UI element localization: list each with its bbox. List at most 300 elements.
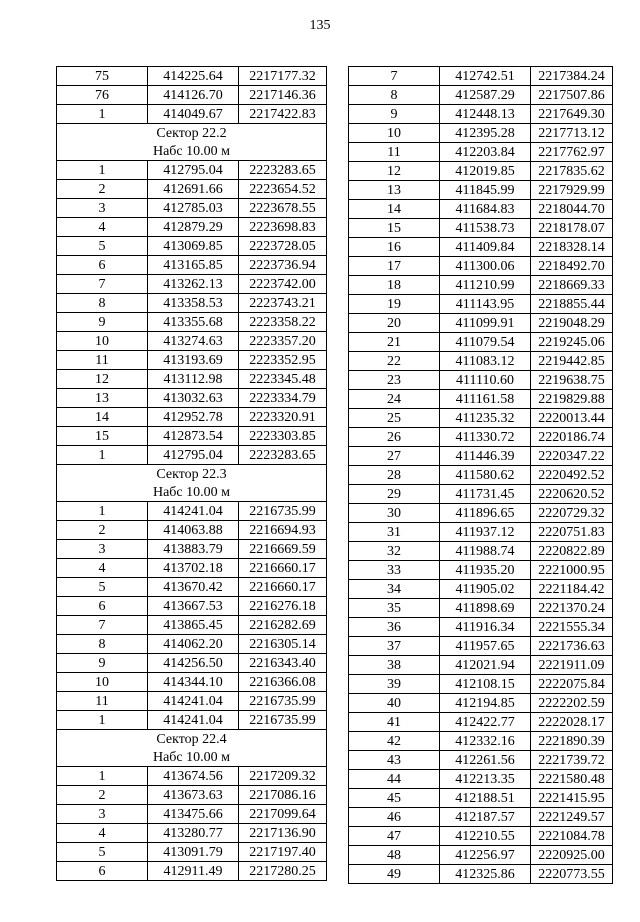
- y-coordinate-cell: 2223357.20: [239, 332, 327, 351]
- y-coordinate-cell: 2220492.52: [531, 466, 613, 485]
- sector-title: Сектор 22.4: [57, 730, 327, 749]
- x-coordinate-cell: 412873.54: [148, 427, 239, 446]
- table-row: [57, 843, 327, 862]
- y-coordinate-cell: 2223698.83: [239, 218, 327, 237]
- y-coordinate-cell: 2223283.65: [239, 161, 327, 180]
- y-coordinate-cell: 2216694.93: [239, 521, 327, 540]
- y-coordinate-cell: 2216735.99: [239, 711, 327, 730]
- table-row: [57, 275, 327, 294]
- table-row: [349, 675, 613, 694]
- x-coordinate-cell: 412188.51: [440, 789, 531, 808]
- x-coordinate-cell: 411079.54: [440, 333, 531, 352]
- x-coordinate-cell: 412742.51: [440, 67, 531, 86]
- point-number-cell: 11: [57, 692, 148, 711]
- y-coordinate-cell: 2221911.09: [531, 656, 613, 675]
- x-coordinate-cell: 411235.32: [440, 409, 531, 428]
- table-row: [57, 824, 327, 843]
- x-coordinate-cell: 414241.04: [148, 692, 239, 711]
- point-number-cell: 75: [57, 67, 148, 86]
- table-row: [57, 616, 327, 635]
- x-coordinate-cell: 411684.83: [440, 200, 531, 219]
- y-coordinate-cell: 2223320.91: [239, 408, 327, 427]
- x-coordinate-cell: 414126.70: [148, 86, 239, 105]
- table-row: [57, 502, 327, 521]
- table-row: [349, 238, 613, 257]
- y-coordinate-cell: 2217086.16: [239, 786, 327, 805]
- x-coordinate-cell: 411210.99: [440, 276, 531, 295]
- table-row: [57, 597, 327, 616]
- table-row: [57, 370, 327, 389]
- y-coordinate-cell: 2223742.00: [239, 275, 327, 294]
- point-number-cell: 35: [349, 599, 440, 618]
- table-row: [57, 332, 327, 351]
- y-coordinate-cell: 2218669.33: [531, 276, 613, 295]
- sector-height: Набс 10.00 м: [57, 142, 327, 161]
- y-coordinate-cell: 2223743.21: [239, 294, 327, 313]
- x-coordinate-cell: 413280.77: [148, 824, 239, 843]
- table-row: [349, 713, 613, 732]
- point-number-cell: 1: [57, 711, 148, 730]
- point-number-cell: 4: [57, 824, 148, 843]
- table-row: [349, 105, 613, 124]
- table-row: [349, 200, 613, 219]
- table-row: [57, 786, 327, 805]
- x-coordinate-cell: 411988.74: [440, 542, 531, 561]
- point-number-cell: 12: [57, 370, 148, 389]
- y-coordinate-cell: 2223728.05: [239, 237, 327, 256]
- y-coordinate-cell: 2218178.07: [531, 219, 613, 238]
- point-number-cell: 76: [57, 86, 148, 105]
- x-coordinate-cell: 411409.84: [440, 238, 531, 257]
- point-number-cell: 39: [349, 675, 440, 694]
- point-number-cell: 22: [349, 352, 440, 371]
- x-coordinate-cell: 412187.57: [440, 808, 531, 827]
- point-number-cell: 7: [57, 616, 148, 635]
- point-number-cell: 27: [349, 447, 440, 466]
- point-number-cell: 25: [349, 409, 440, 428]
- point-number-cell: 13: [349, 181, 440, 200]
- x-coordinate-cell: 412691.66: [148, 180, 239, 199]
- x-coordinate-cell: 414062.20: [148, 635, 239, 654]
- table-row: [349, 447, 613, 466]
- point-number-cell: 1: [57, 502, 148, 521]
- point-number-cell: 42: [349, 732, 440, 751]
- y-coordinate-cell: 2219829.88: [531, 390, 613, 409]
- x-coordinate-cell: 412256.97: [440, 846, 531, 865]
- table-row: [57, 559, 327, 578]
- table-row: [57, 446, 327, 465]
- point-number-cell: 19: [349, 295, 440, 314]
- x-coordinate-cell: 411538.73: [440, 219, 531, 238]
- point-number-cell: 1: [57, 105, 148, 124]
- table-row: [349, 143, 613, 162]
- x-coordinate-cell: 412587.29: [440, 86, 531, 105]
- point-number-cell: 30: [349, 504, 440, 523]
- x-coordinate-cell: 413673.63: [148, 786, 239, 805]
- table-row: [349, 371, 613, 390]
- point-number-cell: 7: [57, 275, 148, 294]
- table-row: [57, 408, 327, 427]
- x-coordinate-cell: 412210.55: [440, 827, 531, 846]
- y-coordinate-cell: 2217762.97: [531, 143, 613, 162]
- x-coordinate-cell: 413069.85: [148, 237, 239, 256]
- point-number-cell: 49: [349, 865, 440, 884]
- point-number-cell: 36: [349, 618, 440, 637]
- x-coordinate-cell: 413358.53: [148, 294, 239, 313]
- y-coordinate-cell: 2221249.57: [531, 808, 613, 827]
- table-row: [349, 770, 613, 789]
- y-coordinate-cell: 2220620.52: [531, 485, 613, 504]
- y-coordinate-cell: 2216366.08: [239, 673, 327, 692]
- page-number: 135: [309, 18, 331, 33]
- point-number-cell: 38: [349, 656, 440, 675]
- x-coordinate-cell: 413475.66: [148, 805, 239, 824]
- y-coordinate-cell: 2217507.86: [531, 86, 613, 105]
- y-coordinate-cell: 2219048.29: [531, 314, 613, 333]
- x-coordinate-cell: 411898.69: [440, 599, 531, 618]
- y-coordinate-cell: 2217177.32: [239, 67, 327, 86]
- y-coordinate-cell: 2220347.22: [531, 447, 613, 466]
- table-row: [349, 219, 613, 238]
- x-coordinate-cell: 412448.13: [440, 105, 531, 124]
- point-number-cell: 16: [349, 238, 440, 257]
- point-number-cell: 9: [349, 105, 440, 124]
- sector-header-row: [57, 748, 327, 767]
- point-number-cell: 33: [349, 561, 440, 580]
- y-coordinate-cell: 2220822.89: [531, 542, 613, 561]
- table-row: [57, 862, 327, 881]
- table-row: [349, 295, 613, 314]
- point-number-cell: 15: [349, 219, 440, 238]
- point-number-cell: 12: [349, 162, 440, 181]
- x-coordinate-cell: 412213.35: [440, 770, 531, 789]
- table-row: [349, 333, 613, 352]
- table-row: [349, 694, 613, 713]
- table-row: [57, 805, 327, 824]
- x-coordinate-cell: 413112.98: [148, 370, 239, 389]
- x-coordinate-cell: 411446.39: [440, 447, 531, 466]
- point-number-cell: 14: [349, 200, 440, 219]
- y-coordinate-cell: 2220773.55: [531, 865, 613, 884]
- table-row: [57, 105, 327, 124]
- x-coordinate-cell: 411935.20: [440, 561, 531, 580]
- point-number-cell: 2: [57, 786, 148, 805]
- table-row: [349, 865, 613, 884]
- table-row: [349, 846, 613, 865]
- table-row: [57, 351, 327, 370]
- table-row: [57, 218, 327, 237]
- table-row: [349, 751, 613, 770]
- x-coordinate-cell: 412879.29: [148, 218, 239, 237]
- sector-title: Сектор 22.2: [57, 124, 327, 143]
- point-number-cell: 45: [349, 789, 440, 808]
- x-coordinate-cell: 412911.49: [148, 862, 239, 881]
- y-coordinate-cell: 2218044.70: [531, 200, 613, 219]
- x-coordinate-cell: 413670.42: [148, 578, 239, 597]
- x-coordinate-cell: 413193.69: [148, 351, 239, 370]
- x-coordinate-cell: 413274.63: [148, 332, 239, 351]
- table-row: [57, 237, 327, 256]
- y-coordinate-cell: 2216669.59: [239, 540, 327, 559]
- table-row: [349, 523, 613, 542]
- table-row: [57, 256, 327, 275]
- y-coordinate-cell: 2220013.44: [531, 409, 613, 428]
- point-number-cell: 29: [349, 485, 440, 504]
- y-coordinate-cell: 2217929.99: [531, 181, 613, 200]
- table-row: [349, 276, 613, 295]
- y-coordinate-cell: 2222202.59: [531, 694, 613, 713]
- x-coordinate-cell: 413165.85: [148, 256, 239, 275]
- point-number-cell: 10: [57, 673, 148, 692]
- y-coordinate-cell: 2220186.74: [531, 428, 613, 447]
- y-coordinate-cell: 2216660.17: [239, 578, 327, 597]
- x-coordinate-cell: 412795.04: [148, 161, 239, 180]
- table-row: [57, 711, 327, 730]
- y-coordinate-cell: 2219442.85: [531, 352, 613, 371]
- table-row: [349, 352, 613, 371]
- sector-header-row: [57, 730, 327, 749]
- x-coordinate-cell: 413032.63: [148, 389, 239, 408]
- point-number-cell: 2: [57, 521, 148, 540]
- point-number-cell: 6: [57, 862, 148, 881]
- x-coordinate-cell: 413667.53: [148, 597, 239, 616]
- table-row: [349, 580, 613, 599]
- table-row: [349, 732, 613, 751]
- table-row: [57, 180, 327, 199]
- x-coordinate-cell: 413883.79: [148, 540, 239, 559]
- point-number-cell: 18: [349, 276, 440, 295]
- point-number-cell: 24: [349, 390, 440, 409]
- y-coordinate-cell: 2216735.99: [239, 692, 327, 711]
- x-coordinate-cell: 412108.15: [440, 675, 531, 694]
- table-row: [349, 390, 613, 409]
- table-row: [57, 199, 327, 218]
- point-number-cell: 17: [349, 257, 440, 276]
- point-number-cell: 9: [57, 313, 148, 332]
- x-coordinate-cell: 413865.45: [148, 616, 239, 635]
- table-row: [349, 789, 613, 808]
- point-number-cell: 5: [57, 237, 148, 256]
- table-row: [349, 257, 613, 276]
- point-number-cell: 4: [57, 559, 148, 578]
- point-number-cell: 43: [349, 751, 440, 770]
- x-coordinate-cell: 411896.65: [440, 504, 531, 523]
- y-coordinate-cell: 2221000.95: [531, 561, 613, 580]
- point-number-cell: 6: [57, 256, 148, 275]
- sector-header-row: [57, 483, 327, 502]
- x-coordinate-cell: 414241.04: [148, 502, 239, 521]
- right-coordinates-table: [348, 66, 613, 884]
- table-row: [57, 540, 327, 559]
- point-number-cell: 3: [57, 540, 148, 559]
- y-coordinate-cell: 2221580.48: [531, 770, 613, 789]
- point-number-cell: 32: [349, 542, 440, 561]
- table-row: [349, 485, 613, 504]
- sector-height: Набс 10.00 м: [57, 483, 327, 502]
- x-coordinate-cell: 411083.12: [440, 352, 531, 371]
- table-row: [57, 578, 327, 597]
- table-row: [349, 504, 613, 523]
- x-coordinate-cell: 411905.02: [440, 580, 531, 599]
- table-row: [349, 637, 613, 656]
- y-coordinate-cell: 2216735.99: [239, 502, 327, 521]
- y-coordinate-cell: 2216305.14: [239, 635, 327, 654]
- table-row: [57, 86, 327, 105]
- x-coordinate-cell: 411580.62: [440, 466, 531, 485]
- x-coordinate-cell: 411845.99: [440, 181, 531, 200]
- y-coordinate-cell: 2222075.84: [531, 675, 613, 694]
- point-number-cell: 47: [349, 827, 440, 846]
- right-table-body: [349, 67, 613, 884]
- y-coordinate-cell: 2223736.94: [239, 256, 327, 275]
- table-row: [349, 86, 613, 105]
- y-coordinate-cell: 2219245.06: [531, 333, 613, 352]
- table-row: [57, 673, 327, 692]
- table-row: [349, 599, 613, 618]
- point-number-cell: 10: [57, 332, 148, 351]
- x-coordinate-cell: 411110.60: [440, 371, 531, 390]
- point-number-cell: 1: [57, 446, 148, 465]
- table-row: [349, 409, 613, 428]
- x-coordinate-cell: 411957.65: [440, 637, 531, 656]
- point-number-cell: 11: [57, 351, 148, 370]
- y-coordinate-cell: 2223345.48: [239, 370, 327, 389]
- x-coordinate-cell: 413355.68: [148, 313, 239, 332]
- y-coordinate-cell: 2217422.83: [239, 105, 327, 124]
- x-coordinate-cell: 412261.56: [440, 751, 531, 770]
- y-coordinate-cell: 2217835.62: [531, 162, 613, 181]
- y-coordinate-cell: 2223283.65: [239, 446, 327, 465]
- y-coordinate-cell: 2218328.14: [531, 238, 613, 257]
- point-number-cell: 1: [57, 767, 148, 786]
- point-number-cell: 7: [349, 67, 440, 86]
- table-row: [349, 656, 613, 675]
- y-coordinate-cell: 2223334.79: [239, 389, 327, 408]
- x-coordinate-cell: 412422.77: [440, 713, 531, 732]
- y-coordinate-cell: 2223303.85: [239, 427, 327, 446]
- point-number-cell: 48: [349, 846, 440, 865]
- table-row: [57, 692, 327, 711]
- point-number-cell: 41: [349, 713, 440, 732]
- x-coordinate-cell: 414049.67: [148, 105, 239, 124]
- point-number-cell: 20: [349, 314, 440, 333]
- point-number-cell: 37: [349, 637, 440, 656]
- y-coordinate-cell: 2221184.42: [531, 580, 613, 599]
- point-number-cell: 6: [57, 597, 148, 616]
- y-coordinate-cell: 2223352.95: [239, 351, 327, 370]
- x-coordinate-cell: 411161.58: [440, 390, 531, 409]
- y-coordinate-cell: 2223654.52: [239, 180, 327, 199]
- x-coordinate-cell: 411300.06: [440, 257, 531, 276]
- y-coordinate-cell: 2216343.40: [239, 654, 327, 673]
- point-number-cell: 13: [57, 389, 148, 408]
- x-coordinate-cell: 412203.84: [440, 143, 531, 162]
- x-coordinate-cell: 414256.50: [148, 654, 239, 673]
- point-number-cell: 40: [349, 694, 440, 713]
- table-row: [57, 654, 327, 673]
- x-coordinate-cell: 412785.03: [148, 199, 239, 218]
- point-number-cell: 23: [349, 371, 440, 390]
- point-number-cell: 46: [349, 808, 440, 827]
- point-number-cell: 31: [349, 523, 440, 542]
- y-coordinate-cell: 2221739.72: [531, 751, 613, 770]
- y-coordinate-cell: 2223678.55: [239, 199, 327, 218]
- point-number-cell: 3: [57, 199, 148, 218]
- table-row: [57, 313, 327, 332]
- x-coordinate-cell: 411143.95: [440, 295, 531, 314]
- x-coordinate-cell: 412194.85: [440, 694, 531, 713]
- x-coordinate-cell: 412795.04: [148, 446, 239, 465]
- y-coordinate-cell: 2216276.18: [239, 597, 327, 616]
- point-number-cell: 9: [57, 654, 148, 673]
- point-number-cell: 10: [349, 124, 440, 143]
- table-row: [349, 827, 613, 846]
- table-row: [57, 521, 327, 540]
- y-coordinate-cell: 2217384.24: [531, 67, 613, 86]
- y-coordinate-cell: 2220925.00: [531, 846, 613, 865]
- y-coordinate-cell: 2221084.78: [531, 827, 613, 846]
- y-coordinate-cell: 2218492.70: [531, 257, 613, 276]
- x-coordinate-cell: 411099.91: [440, 314, 531, 333]
- sector-header-row: [57, 465, 327, 484]
- x-coordinate-cell: 412952.78: [148, 408, 239, 427]
- x-coordinate-cell: 412019.85: [440, 162, 531, 181]
- table-row: [349, 466, 613, 485]
- point-number-cell: 44: [349, 770, 440, 789]
- point-number-cell: 5: [57, 578, 148, 597]
- x-coordinate-cell: 414344.10: [148, 673, 239, 692]
- x-coordinate-cell: 411937.12: [440, 523, 531, 542]
- table-row: [349, 314, 613, 333]
- y-coordinate-cell: 2216660.17: [239, 559, 327, 578]
- y-coordinate-cell: 2220729.32: [531, 504, 613, 523]
- x-coordinate-cell: 412021.94: [440, 656, 531, 675]
- point-number-cell: 14: [57, 408, 148, 427]
- table-row: [349, 808, 613, 827]
- point-number-cell: 5: [57, 843, 148, 862]
- y-coordinate-cell: 2220751.83: [531, 523, 613, 542]
- x-coordinate-cell: 414225.64: [148, 67, 239, 86]
- table-row: [57, 294, 327, 313]
- y-coordinate-cell: 2216282.69: [239, 616, 327, 635]
- table-row: [57, 767, 327, 786]
- sector-header-row: [57, 142, 327, 161]
- y-coordinate-cell: 2217146.36: [239, 86, 327, 105]
- y-coordinate-cell: 2217136.90: [239, 824, 327, 843]
- table-row: [349, 67, 613, 86]
- y-coordinate-cell: 2222028.17: [531, 713, 613, 732]
- y-coordinate-cell: 2223358.22: [239, 313, 327, 332]
- x-coordinate-cell: 411731.45: [440, 485, 531, 504]
- x-coordinate-cell: 413702.18: [148, 559, 239, 578]
- table-row: [57, 67, 327, 86]
- table-row: [349, 162, 613, 181]
- x-coordinate-cell: 411330.72: [440, 428, 531, 447]
- point-number-cell: 8: [57, 635, 148, 654]
- y-coordinate-cell: 2217099.64: [239, 805, 327, 824]
- y-coordinate-cell: 2217713.12: [531, 124, 613, 143]
- table-row: [349, 428, 613, 447]
- y-coordinate-cell: 2219638.75: [531, 371, 613, 390]
- y-coordinate-cell: 2221555.34: [531, 618, 613, 637]
- x-coordinate-cell: 414063.88: [148, 521, 239, 540]
- y-coordinate-cell: 2217209.32: [239, 767, 327, 786]
- point-number-cell: 2: [57, 180, 148, 199]
- sector-header-row: [57, 124, 327, 143]
- point-number-cell: 8: [349, 86, 440, 105]
- x-coordinate-cell: 413262.13: [148, 275, 239, 294]
- table-row: [349, 181, 613, 200]
